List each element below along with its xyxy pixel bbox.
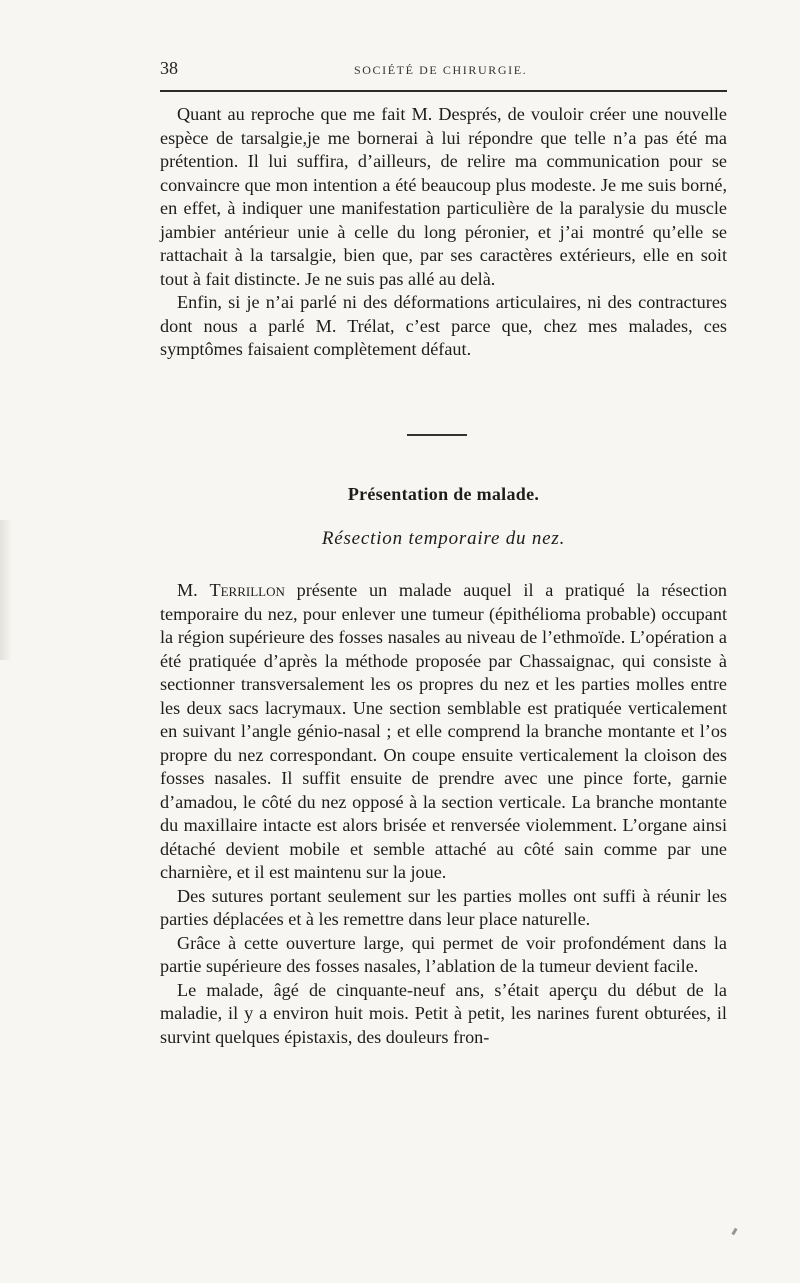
author-name: Terrillon: [209, 580, 285, 600]
paragraph-body: présente un malade auquel il a pratiqué la résection temporaire du nez, pour enlever une tumeur (épithélioma probable) occupant la région supérieure des fosses nasales au niveau de l’ethmoïde. L’opération a été pratiquée d’après la méthode proposée par Chassaignac, qui consiste à sectionner transversalement les os propres du nez et les parties molles entre les deux sacs lacrymaux. Une section semblable est pratiquée verticalement en suivant l’angle génio-nasal ; et elle comprend la branche montante et l’os propre du nez correspondant. On coupe ensuite verticalement la cloison des fosses nasales. Il suffit ensuite de prendre avec une pince forte, garnie d’amadou, le côté du nez opposé à la section verticale. La branche montante du maxillaire intacte est alors brisée et renversée violemment. L’organe ainsi détaché devient mobile et semble attaché au côté sain comme par une charnière, et il est maintenu sur la joue.: [160, 580, 728, 882]
running-head: SOCIÉTÉ DE CHIRURGIE.: [354, 63, 528, 77]
text-block-presentation: [160, 579, 727, 1049]
paragraph: Quant au reproche que me fait M. Després, de vouloir créer une nouvelle espèce de tarsalgie,je me bornerai à lui répondre que telle n’a pas été ma prétention. Il lui suffira, d’ailleurs, de relire ma communication pour se convaincre que mon intention a été beaucoup plus modeste. Je me suis borné, en effet, à indiquer une manifestation particulière de la paralysie du muscle jambier antérieur unie à celle du long péronier, et j’ai montré qu’elle se rattachait à la tarsalgie, bien que, par ses caractères extérieurs, elle en soit tout à fait distincte. Je ne suis pas allé au delà.: [160, 104, 727, 289]
paragraph: Enfin, si je n’ai parlé ni des déformations articulaires, ni des contractures dont nous a parlé M. Trélat, c’est parce que, chez mes malades, ces symptômes faisaient complètement défaut.: [160, 292, 727, 359]
paragraph: Le malade, âgé de cinquante-neuf ans, s’était aperçu du début de la maladie, il y a environ huit mois. Petit à petit, les narines furent obturées, il survint quelques épistaxis, des douleurs fron-: [160, 979, 727, 1047]
section-divider: [407, 434, 467, 436]
paragraph: Grâce à cette ouverture large, qui permet de voir profondément dans la partie supérieure des fosses nasales, l’ablation de la tumeur devient facile.: [160, 932, 727, 976]
section-subtitle: Résection temporaire du nez.: [321, 528, 566, 549]
ink-speck: [731, 1228, 737, 1236]
paragraph: [160, 579, 727, 885]
header-rule: [160, 90, 727, 92]
section-title: Présentation de malade.: [347, 484, 540, 504]
text-block-reply: [160, 103, 727, 362]
page-number: 38: [160, 58, 178, 78]
page-edge-shadow: [0, 520, 12, 660]
paragraph-lead: M.: [177, 580, 210, 600]
paragraph: Des sutures portant seulement sur les parties molles ont suffi à réunir les parties déplacées et à les remettre dans leur place naturelle.: [160, 885, 727, 929]
